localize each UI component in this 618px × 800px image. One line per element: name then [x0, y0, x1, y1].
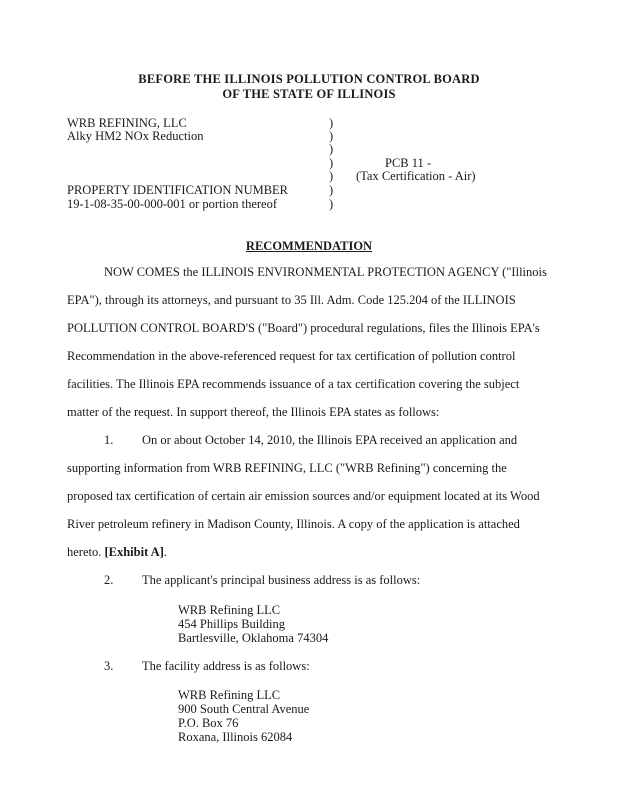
caption-paren: ) [329, 197, 334, 211]
board-heading-line1: BEFORE THE ILLINOIS POLLUTION CONTROL BOARD [138, 72, 480, 86]
para2-number: 2. [104, 573, 114, 587]
case-type: (Tax Certification - Air) [356, 169, 476, 183]
business-address-line: WRB Refining LLC [178, 603, 281, 617]
caption-paren: ) [329, 156, 334, 170]
facility-address-line: P.O. Box 76 [178, 716, 239, 730]
para3-number: 3. [104, 659, 114, 673]
caption-paren: ) [329, 183, 334, 197]
intro-line: facilities. The Illinois EPA recommends issuance of a tax certification covering the subject [67, 377, 520, 391]
case-number: PCB 11 - [385, 156, 432, 170]
intro-line: matter of the request. In support thereof, the Illinois EPA states as follows: [67, 405, 440, 419]
business-address-line: Bartlesville, Oklahoma 74304 [178, 631, 329, 645]
party-name: WRB REFINING, LLC [67, 116, 187, 130]
pin-value: 19-1-08-35-00-000-001 or portion thereof [67, 197, 278, 211]
para1-last-line [67, 545, 167, 560]
para1-line: supporting information from WRB REFINING, LLC ("WRB Refining") concerning the [67, 461, 507, 475]
caption-paren: ) [329, 116, 334, 130]
pin-label: PROPERTY IDENTIFICATION NUMBER [67, 183, 289, 197]
caption-paren: ) [329, 169, 334, 183]
intro-line: EPA"), through its attorneys, and pursuant to 35 Ill. Adm. Code 125.204 of the ILLINOIS [67, 293, 516, 307]
para1-line: proposed tax certification of certain air emission sources and/or equipment located at its Wood [67, 489, 540, 503]
board-heading-line2: OF THE STATE OF ILLINOIS [222, 87, 396, 101]
project-name: Alky HM2 NOx Reduction [67, 129, 204, 143]
intro-line: Recommendation in the above-referenced request for tax certification of pollution control [67, 349, 516, 363]
caption-paren: ) [329, 129, 334, 143]
document-title: RECOMMENDATION [245, 239, 373, 253]
para2-text: The applicant's principal business address is as follows: [142, 573, 421, 587]
facility-address-line: 900 South Central Avenue [178, 702, 310, 716]
para1-last-suffix: . [163, 545, 167, 559]
facility-address-line: Roxana, Illinois 62084 [178, 730, 293, 744]
para3-text: The facility address is as follows: [142, 659, 310, 673]
intro-line: NOW COMES the ILLINOIS ENVIRONMENTAL PROTECTION AGENCY ("Illinois [104, 265, 547, 279]
para1-last-prefix: hereto. [67, 545, 102, 559]
para1-number: 1. [104, 433, 114, 447]
para1-line: River petroleum refinery in Madison County, Illinois. A copy of the application is attached [67, 517, 520, 531]
business-address-line: 454 Phillips Building [178, 617, 285, 631]
facility-address-line: WRB Refining LLC [178, 688, 281, 702]
para1-line: On or about October 14, 2010, the Illinois EPA received an application and [142, 433, 518, 447]
exhibit-reference: [Exhibit A] [104, 545, 164, 559]
caption-paren: ) [329, 142, 334, 156]
intro-line: POLLUTION CONTROL BOARD'S ("Board") procedural regulations, files the Illinois EPA's [67, 321, 540, 335]
